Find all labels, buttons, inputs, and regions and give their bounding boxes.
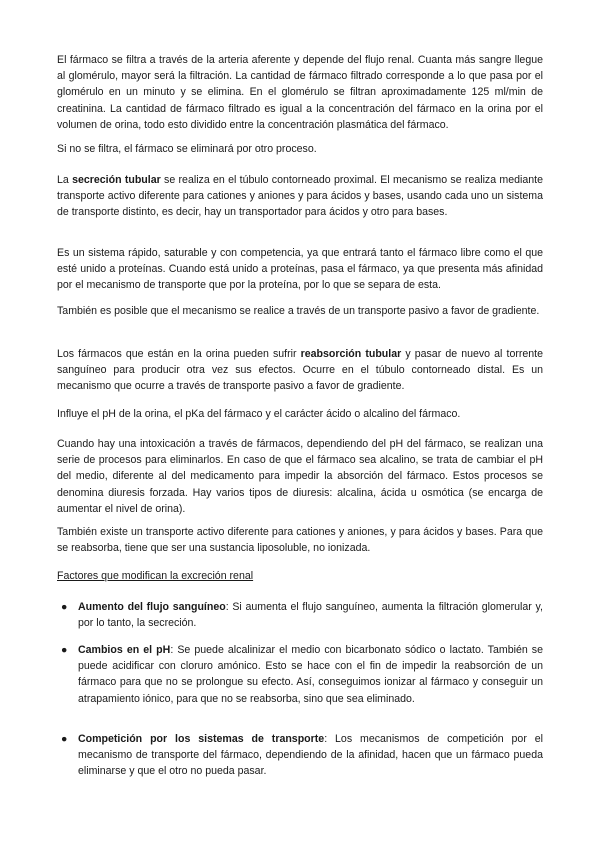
paragraph-active-transport: También existe un transporte activo diferente para cationes y aniones, y para ácidos y bases. Para que se reabsorba, tiene que ser una sustancia liposoluble, no ionizada. [57,526,543,555]
paragraph-intoxication: Cuando hay una intoxicación a través de fármacos, dependiendo del pH del fármaco, se realizan una serie de procesos para eliminarlos. En caso de que el fármaco sea alcalino, se trata de cambiar el pH del medio, diferente al del medicamento para impedir la absorción del fármaco. Estos procesos se denomina diuresis forzada. Hay varios tipos de diuresis: alcalina, ácida u osmótica (se encarga de aumentar el nivel de orina). [57,438,543,515]
list-item: ● Competición por los sistemas de transporte: Los mecanismos de competición por el mecanismo de transporte del fármaco, dependiendo de la afinidad, hacen que un fármaco pueda eliminarse y que el otro no pueda pasar. [61,733,544,778]
term-tubular-secretion: secreción tubular [72,174,161,186]
paragraph-fast-system: Es un sistema rápido, saturable y con competencia, ya que entrará tanto el fármaco libre como el que esté unido a proteínas. Cuando está unido a proteínas, pasa el fármaco, ya que presenta más afinidad por el mecanismo de transporte que por la proteína, por lo que se separa de esta. [57,247,543,292]
paragraph-tubular-secretion: La secreción tubular se realiza en el túbulo contorneado proximal. El mecanismo se realiza mediante transporte activo diferente para cationes y aniones y para ácidos y bases, usando cada uno un sistema de transporte distinto, es decir, hay un transportador para ácidos y otro para bases. [57,174,543,219]
section-heading: Factores que modifican la excreción renal [57,570,254,582]
list-item: ● Aumento del flujo sanguíneo: Si aumenta el flujo sanguíneo, aumenta la filtración glomerular y, por lo tanto, la secreción. [61,601,544,630]
term-tubular-reabsorption: reabsorción tubular [300,348,402,360]
paragraph-passive-transport: También es posible que el mecanismo se realice a través de un transporte pasivo a favor de gradiente. [57,305,540,317]
bullet-icon: ● [61,644,68,656]
bullet-icon: ● [61,733,68,745]
paragraph-tubular-reabsorption: Los fármacos que están en la orina pueden sufrir reabsorción tubular y pasar de nuevo al torrente sanguíneo para producir otra vez sus efectos. Ocurre en el túbulo contorneado distal. Es un mecanismo que ocurre a través de transporte pasivo a favor de gradiente. [57,348,544,393]
paragraph-ph-influence: Influye el pH de la orina, el pKa del fármaco y el carácter ácido o alcalino del fármaco. [57,408,461,420]
bullet-icon: ● [61,601,68,613]
paragraph-filtration: El fármaco se filtra a través de la arteria aferente y depende del flujo renal. Cuanta más sangre llegue al glomérulo, mayor será la filtración. La cantidad de fármaco filtrado corresponde a lo que pasa por el glomérulo en un minuto y se elimina. En el glomérulo se filtran aproximadamente 125 ml/min de creatinina. La cantidad de fármaco filtrado es igual a la concentración del fármaco en la orina por el volumen de orina, todo esto dividido entre la concentración plasmática del fármaco. [57,54,543,131]
paragraph-no-filtration: Si no se filtra, el fármaco se eliminará por otro proceso. [57,143,317,155]
list-item: ● Cambios en el pH: Se puede alcalinizar el medio con bicarbonato sódico o lactato. También se puede acidificar con cloruro amónico. Esto se hace con el fin de impedir la reabsorción de un fármaco para que no se prolongue su efecto. Así, conseguimos ionizar al fármaco y conseguir un atrapamiento iónico, para que no se reabsorba, sino que sea eliminado. [61,644,543,705]
